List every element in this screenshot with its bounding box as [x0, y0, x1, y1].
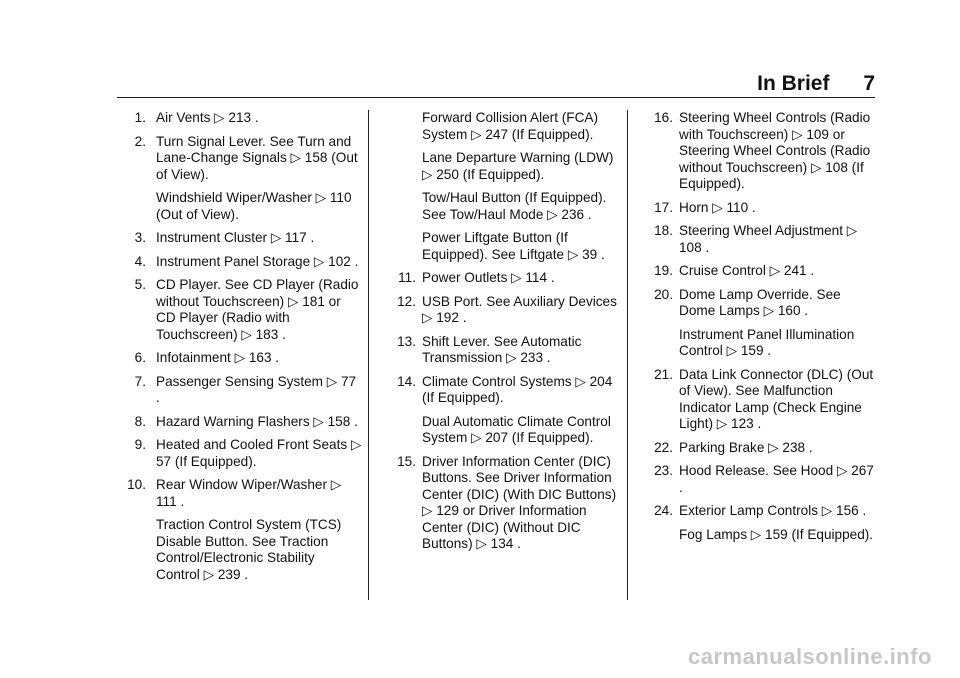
page-header [757, 72, 875, 96]
item-number: 17. [654, 199, 673, 215]
list-item [639, 263, 879, 280]
item-text: Steering Wheel Controls (Radio with Touchscreen) ▷ 109 or Steering Wheel Controls (Radio without Touchscreen) ▷ 108 (If Equipped). [679, 110, 871, 191]
item-text: Cruise Control ▷ 241 . [679, 263, 815, 278]
item-text: Data Link Connector (DLC) (Out of View). See Malfunction Indicator Lamp (Check Engine Light) ▷ 123 . [679, 366, 874, 431]
continued-item: Lane Departure Warning (LDW) ▷ 250 (If Equipped). [422, 150, 614, 182]
item-number: 1. [134, 110, 146, 125]
item-number: 4. [134, 253, 146, 269]
item-number: 10. [127, 477, 146, 492]
section-title: In Brief [757, 72, 830, 95]
middle-column [382, 110, 622, 560]
item-text: Air Vents ▷ 213 . [156, 110, 259, 125]
item-number: 20. [654, 286, 673, 302]
list-item [112, 230, 362, 247]
column-divider-1 [368, 110, 369, 600]
list-item [639, 367, 879, 433]
item-number: 7. [134, 373, 146, 389]
list-item [112, 110, 362, 127]
continued-item: Tow/Haul Button (If Equipped). See Tow/Haul Mode ▷ 236 . [422, 190, 607, 222]
sub-item: Dual Automatic Climate Control System ▷ 207 (If Equipped). [422, 413, 611, 445]
list-item [382, 374, 622, 407]
list-item [382, 454, 622, 553]
item-text: Climate Control Systems ▷ 204 (If Equipped). [422, 373, 613, 405]
item-text: Hazard Warning Flashers ▷ 158 . [156, 413, 358, 429]
list-item [639, 287, 879, 320]
item-text: Infotainment ▷ 163 . [156, 350, 280, 365]
item-number: 9. [134, 437, 146, 452]
item-number: 12. [397, 293, 416, 309]
list-item [639, 200, 879, 217]
list-item [112, 277, 362, 343]
list-item [639, 110, 879, 193]
item-number: 5. [134, 277, 146, 292]
item-text: Shift Lever. See Automatic Transmission ▷ 233 . [422, 333, 582, 365]
item-text: Dome Lamp Override. See Dome Lamps ▷ 160 . [679, 286, 841, 318]
sub-item: Traction Control System (TCS) Disable Button. See Traction Control/Electronic Stability Control ▷ 239 . [156, 517, 342, 582]
list-item [639, 503, 879, 520]
item-number: 8. [134, 413, 146, 429]
item-number: 6. [134, 350, 146, 365]
list-item [382, 270, 622, 287]
list-item [112, 350, 362, 367]
item-text: Turn Signal Lever. See Turn and Lane-Change Signals ▷ 158 (Out of View). [156, 133, 358, 182]
item-text: Parking Brake ▷ 238 . [679, 439, 813, 455]
item-text: Instrument Panel Storage ▷ 102 . [156, 253, 359, 269]
header-rule [117, 97, 875, 98]
item-number: 19. [654, 263, 673, 278]
list-item [112, 374, 362, 407]
sub-item: Instrument Panel Illumination Control ▷ 159 . [679, 326, 855, 358]
item-text: Horn ▷ 110 . [679, 199, 756, 215]
item-text: Steering Wheel Adjustment ▷ 108 . [679, 223, 858, 255]
item-number: 11. [398, 270, 416, 285]
item-text: Passenger Sensing System ▷ 77 . [156, 373, 357, 405]
list-item [382, 294, 622, 327]
item-text: Exterior Lamp Controls ▷ 156 . [679, 503, 867, 518]
item-number: 15. [397, 453, 416, 469]
item-number: 18. [654, 223, 673, 238]
list-item [112, 414, 362, 431]
item-text: Driver Information Center (DIC) Buttons. See Driver Information Center (DIC) (With DIC Buttons) ▷ 129 or Driver Information Center (DIC) (Without DIC Buttons) ▷ 134 . [422, 453, 617, 551]
item-number: 2. [134, 133, 146, 149]
left-column [112, 110, 362, 590]
list-item [112, 134, 362, 184]
page-number: 7 [863, 72, 875, 95]
continued-item: Forward Collision Alert (FCA) System ▷ 247 (If Equipped). [422, 110, 599, 142]
column-divider-2 [627, 110, 628, 600]
item-text: Hood Release. See Hood ▷ 267 . [679, 463, 874, 495]
list-item [112, 437, 362, 470]
item-number: 23. [654, 463, 673, 478]
item-text: Power Outlets ▷ 114 . [422, 270, 555, 285]
item-text: Rear Window Wiper/Washer ▷ 111 . [156, 477, 342, 509]
item-number: 13. [397, 333, 416, 349]
item-number: 24. [654, 503, 673, 518]
list-item [639, 223, 879, 256]
watermark: carmanualsonline.info [688, 644, 932, 669]
list-item [112, 477, 362, 510]
right-column [639, 110, 879, 550]
list-item [382, 334, 622, 367]
item-number: 14. [397, 373, 416, 389]
item-number: 3. [134, 230, 146, 245]
continued-item: Power Liftgate Button (If Equipped). See Liftgate ▷ 39 . [422, 230, 605, 262]
item-number: 22. [654, 439, 673, 455]
item-text: Instrument Cluster ▷ 117 . [156, 230, 315, 245]
item-text: CD Player. See CD Player (Radio without Touchscreen) ▷ 181 or CD Player (Radio with Touchscreen) ▷ 183 . [156, 277, 359, 342]
item-text: Heated and Cooled Front Seats ▷ 57 (If Equipped). [156, 437, 362, 469]
list-item [639, 463, 879, 496]
item-number: 16. [654, 110, 673, 125]
list-item [112, 254, 362, 271]
item-number: 21. [654, 366, 673, 382]
sub-item: Fog Lamps ▷ 159 (If Equipped). [679, 526, 874, 542]
list-item [639, 440, 879, 457]
item-text: USB Port. See Auxiliary Devices ▷ 192 . [422, 293, 617, 325]
sub-item: Windshield Wiper/Washer ▷ 110 (Out of View). [156, 190, 352, 222]
